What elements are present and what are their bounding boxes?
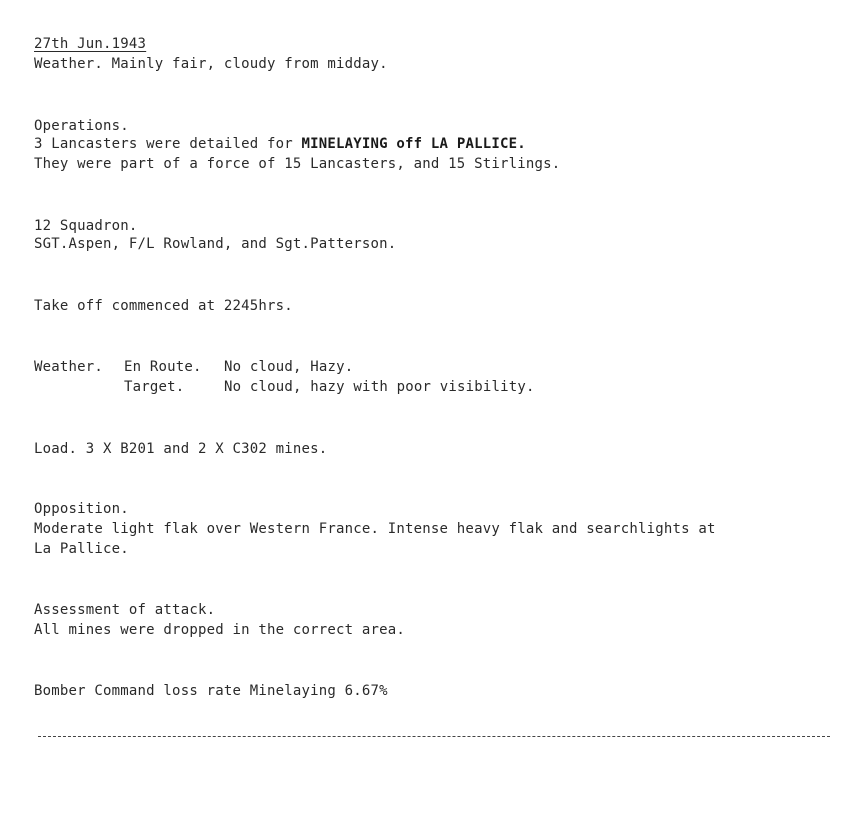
operations-heading: Operations. — [34, 118, 129, 134]
weather-summary: Weather. Mainly fair, cloudy from midday. — [34, 56, 388, 72]
opposition-line-2: La Pallice. — [34, 541, 129, 557]
operations-detail — [34, 134, 526, 154]
opposition-heading: Opposition. — [34, 501, 129, 517]
assessment-heading: Assessment of attack. — [34, 602, 216, 618]
operations-detail-prefix: 3 Lancasters were detailed for — [34, 136, 302, 152]
opposition-line-1: Moderate light flak over Western France. Intense heavy flak and searchlights at — [34, 521, 716, 537]
weather-en-route-label: En Route. — [124, 359, 202, 375]
squadron-heading: 12 Squadron. — [34, 218, 138, 234]
loss-rate: Bomber Command loss rate Minelaying 6.67% — [34, 683, 388, 699]
section-divider — [38, 736, 830, 737]
squadron-crews: SGT.Aspen, F/L Rowland, and Sgt.Patterson. — [34, 236, 397, 252]
load-details: Load. 3 X B201 and 2 X C302 mines. — [34, 441, 328, 457]
takeoff-time: Take off commenced at 2245hrs. — [34, 298, 293, 314]
weather-label: Weather. — [34, 359, 104, 375]
weather-target-text: No cloud, hazy with poor visibility. — [224, 379, 535, 395]
operations-target: MINELAYING off LA PALLICE. — [301, 136, 526, 152]
assessment-text: All mines were dropped in the correct area. — [34, 622, 406, 638]
weather-en-route-text: No cloud, Hazy. — [224, 359, 354, 375]
entry-date: 27th Jun.1943 — [34, 36, 147, 52]
weather-target-label: Target. — [124, 379, 185, 395]
operations-force: They were part of a force of 15 Lancasters, and 15 Stirlings. — [34, 156, 561, 172]
